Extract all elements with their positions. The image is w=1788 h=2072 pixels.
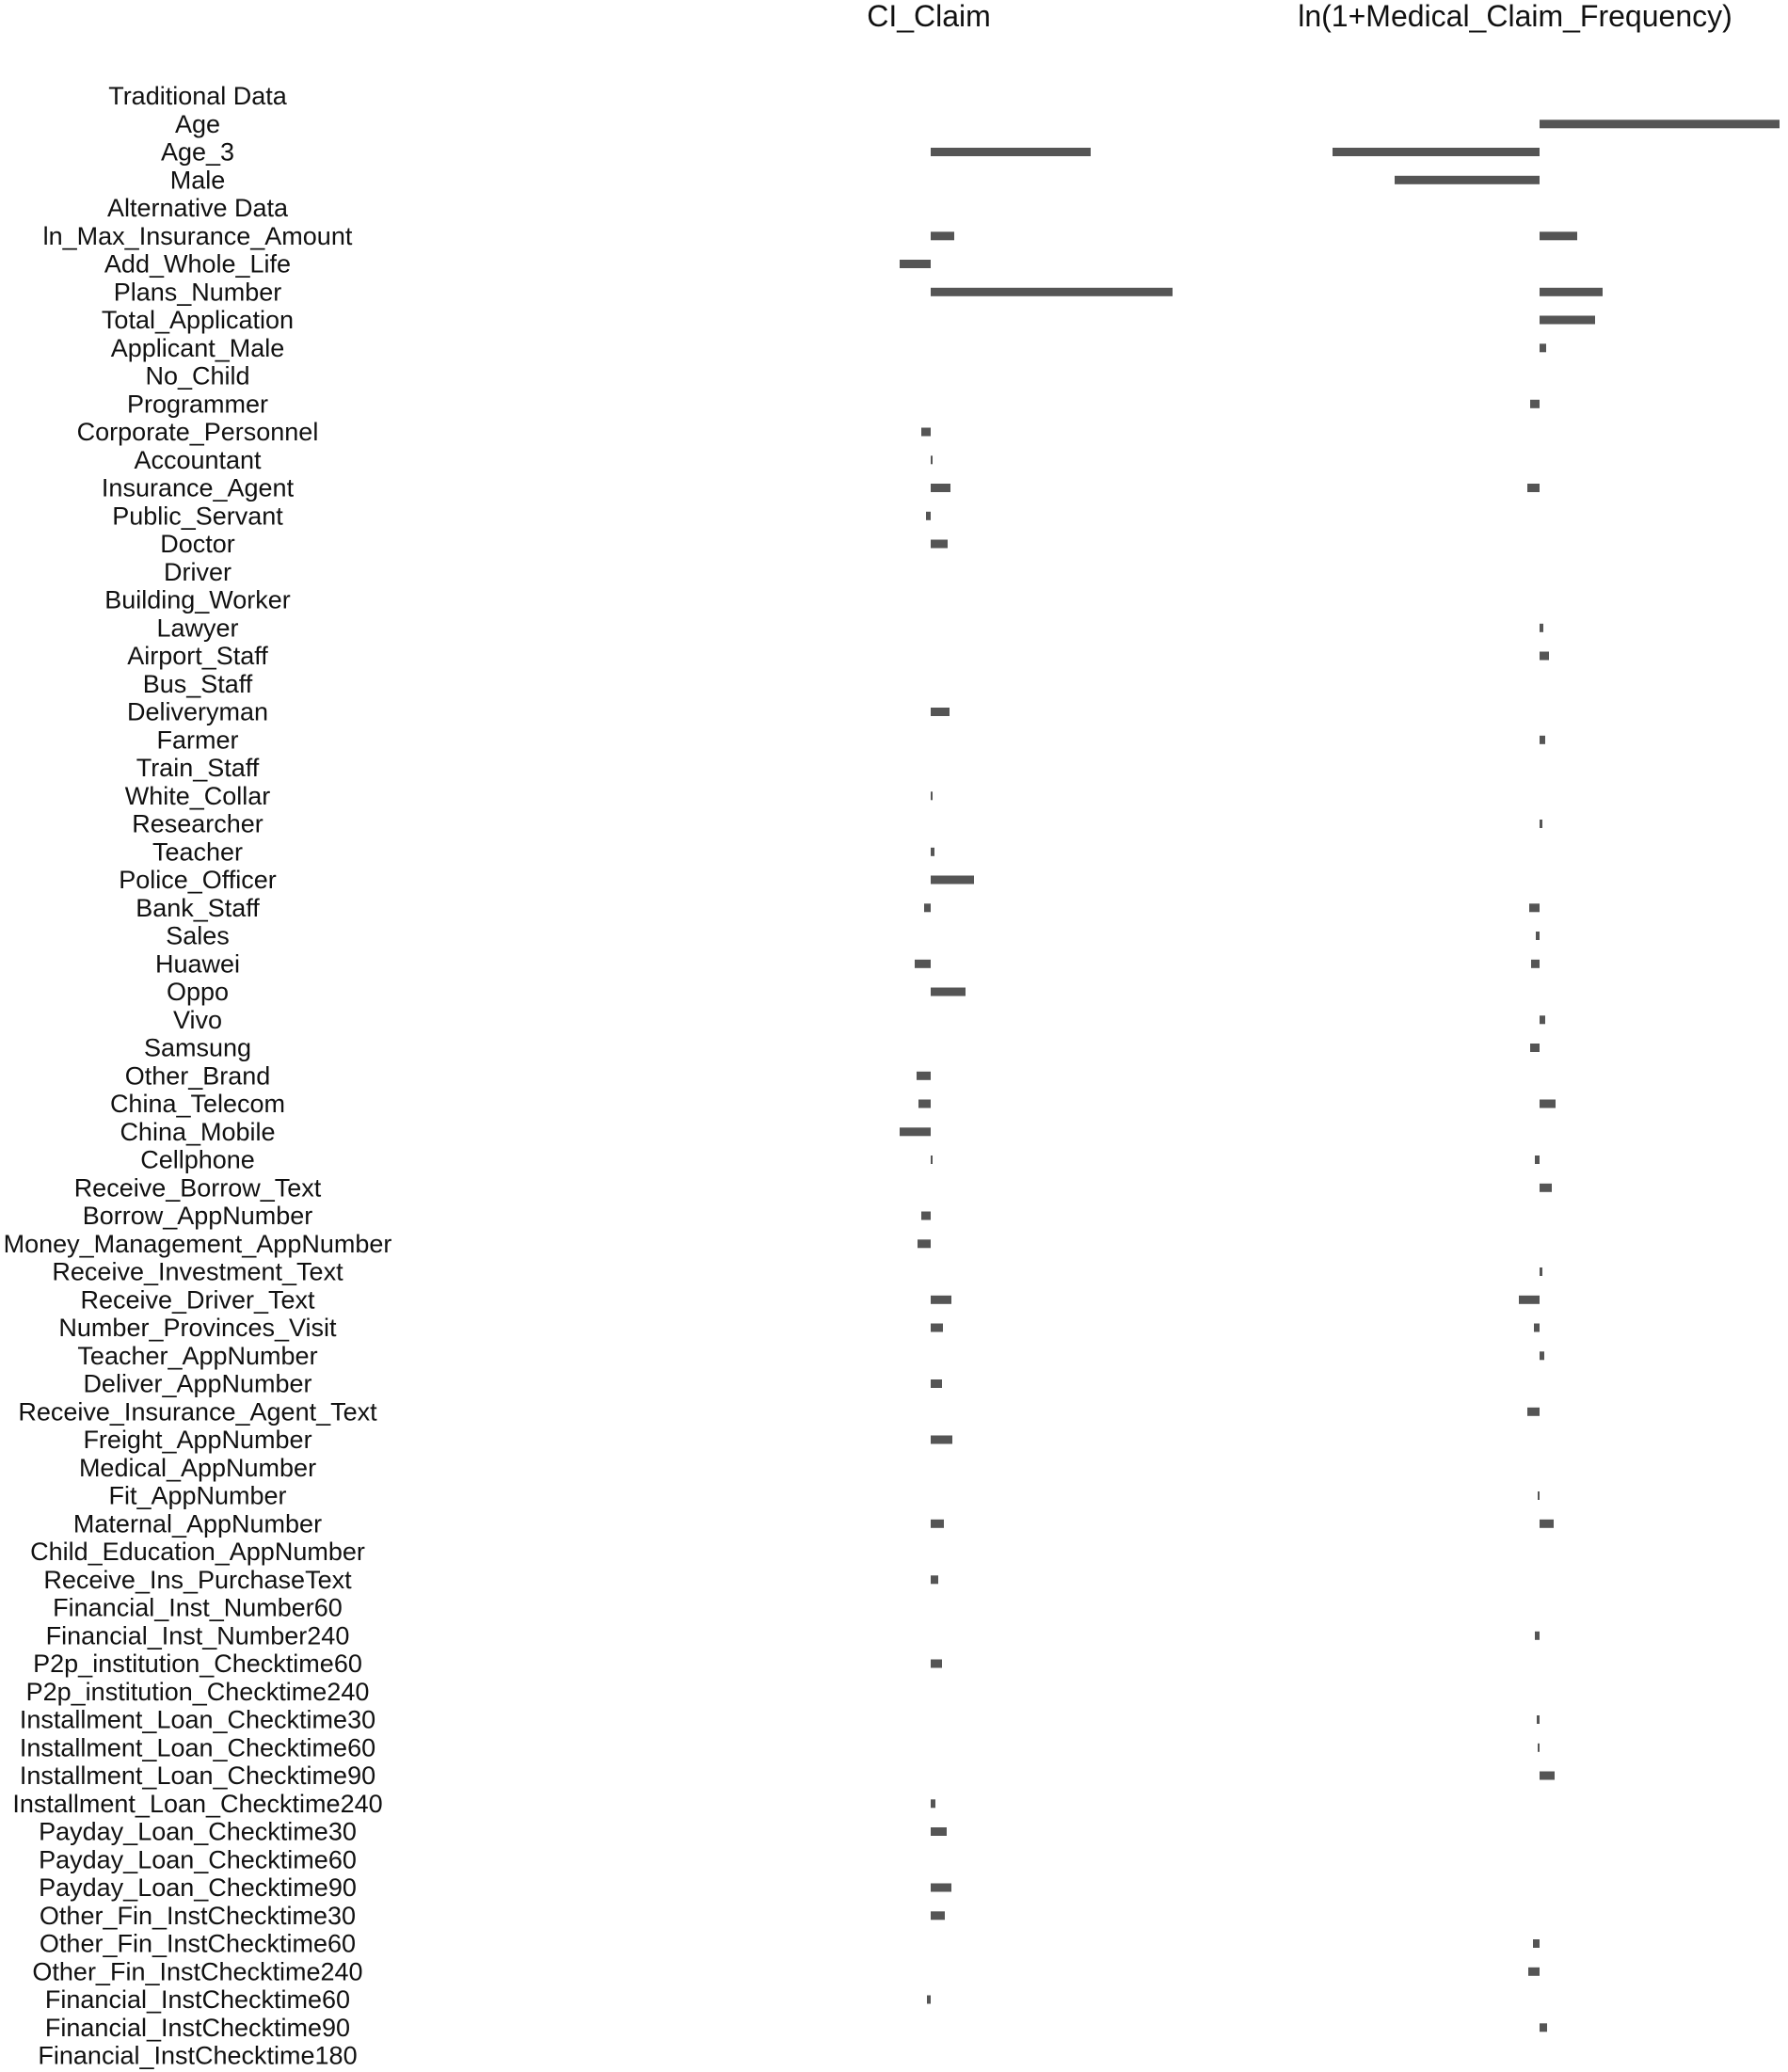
bar-ci-claim [931,791,933,800]
row-label: ln_Max_Insurance_Amount [42,221,353,250]
row-label: P2p_institution_Checktime60 [33,1650,362,1678]
row-label: Other_Brand [124,1061,271,1091]
row-label: Deliver_AppNumber [83,1369,312,1398]
row-label: China_Mobile [120,1117,276,1146]
bar-ci-claim [931,1296,951,1304]
bar-medical-claim-frequency [1540,1100,1556,1108]
bar-ci-claim [917,1072,931,1080]
row-label: Bus_Staff [142,669,253,698]
row-label: Receive_Insurance_Agent_Text [18,1397,377,1426]
row-label: Financial_InstChecktime60 [44,1985,351,2014]
bar-ci-claim [931,148,1091,156]
row-label: Oppo [166,978,230,1006]
row-label: Financial_Inst_Number240 [45,1621,350,1650]
bar-ci-claim [900,260,931,268]
row-label: Receive_Driver_Text [80,1285,315,1315]
row-label: Farmer [156,725,239,755]
bar-ci-claim [931,288,1173,296]
row-label: Vivo [172,1005,223,1034]
bar-medical-claim-frequency [1540,1772,1555,1780]
row-label: Male [169,166,226,195]
bar-ci-claim [931,1575,938,1584]
bar-ci-claim [918,1100,931,1108]
bar-ci-claim [918,1239,931,1248]
bar-medical-claim-frequency [1540,736,1545,744]
bar-medical-claim-frequency [1540,624,1543,632]
row-label: Add_Whole_Life [104,249,292,279]
row-label: Age [174,109,221,138]
bar-medical-claim-frequency [1540,820,1542,828]
bars [900,120,1780,2032]
row-label: Receive_Ins_PurchaseText [43,1565,352,1594]
bar-medical-claim-frequency [1538,1491,1540,1500]
row-label: Installment_Loan_Checktime240 [12,1789,383,1818]
bar-ci-claim [921,1212,931,1220]
bar-ci-claim [921,428,931,437]
bar-medical-claim-frequency [1529,903,1540,912]
row-label: Deliveryman [126,697,269,726]
bar-ci-claim [931,1911,945,1920]
row-label: Accountant [134,445,262,474]
row-label: No_Child [145,361,250,390]
row-label: Fit_AppNumber [108,1481,287,1510]
row-label: Traditional Data [108,82,287,110]
bar-ci-claim [931,876,974,885]
bar-medical-claim-frequency [1533,1939,1540,1948]
panel-title-medical-claim-frequency: ln(1+Medical_Claim_Frequency) [1298,0,1732,33]
bar-ci-claim [931,1660,942,1668]
bar-ci-claim [931,231,954,240]
bar-medical-claim-frequency [1530,400,1540,408]
bar-medical-claim-frequency [1540,1184,1552,1192]
bar-ci-claim [931,1799,935,1808]
bar-ci-claim [926,512,931,520]
bar-medical-claim-frequency [1540,2023,1547,2032]
panel-title-ci-claim: CI_Claim [867,0,991,33]
bar-ci-claim [931,1520,944,1528]
bar-medical-claim-frequency [1333,148,1540,156]
row-label: Lawyer [156,614,239,643]
row-label: Financial_InstChecktime180 [38,2041,358,2070]
row-label: Payday_Loan_Checktime90 [39,1873,357,1902]
row-label: P2p_institution_Checktime240 [25,1677,370,1706]
row-label: Other_Fin_InstChecktime240 [32,1957,363,1986]
row-label: Teacher [152,837,244,867]
bar-medical-claim-frequency [1540,652,1549,661]
bar-medical-claim-frequency [1540,1015,1545,1024]
bar-medical-claim-frequency [1540,1267,1542,1276]
bar-medical-claim-frequency [1527,484,1540,492]
row-label: Financial_Inst_Number60 [53,1593,343,1622]
row-label: Public_Servant [112,502,283,531]
row-label: Insurance_Agent [101,473,295,502]
row-label: Airport_Staff [127,642,268,670]
row-label: Huawei [154,949,241,979]
bar-medical-claim-frequency [1527,1408,1540,1416]
row-label: Bank_Staff [136,893,260,922]
bar-ci-claim [924,903,931,912]
row-label: Age_3 [160,137,235,167]
bar-medical-claim-frequency [1540,343,1546,352]
row-label: Financial_InstChecktime90 [44,2013,351,2042]
bar-medical-claim-frequency [1540,316,1595,325]
bar-ci-claim [931,1324,943,1332]
bar-medical-claim-frequency [1540,120,1780,128]
row-label: Installment_Loan_Checktime30 [19,1705,376,1734]
row-label: Programmer [126,390,269,419]
bar-ci-claim [931,1379,942,1388]
row-label: Researcher [132,809,263,838]
row-label: Teacher_AppNumber [77,1341,318,1370]
row-label: Samsung [143,1033,252,1062]
bar-medical-claim-frequency [1540,288,1603,296]
row-label: Driver [164,557,231,586]
row-label: Number_Provinces_Visit [58,1314,337,1342]
bar-medical-claim-frequency [1535,1156,1540,1164]
row-label: Payday_Loan_Checktime60 [39,1845,357,1874]
bar-ci-claim [915,960,931,968]
row-label: Medical_AppNumber [78,1453,317,1482]
bar-medical-claim-frequency [1537,1715,1540,1724]
bar-ci-claim [931,708,950,716]
bar-medical-claim-frequency [1528,1968,1540,1976]
bar-ci-claim [931,1827,947,1836]
bar-ci-claim [927,1996,931,2004]
row-label: Police_Officer [119,866,277,894]
row-label: Plans_Number [113,278,282,307]
bar-medical-claim-frequency [1395,176,1540,184]
bar-ci-claim [931,1436,952,1444]
row-label: Money_Management_AppNumber [3,1229,392,1258]
row-label: Corporate_Personnel [76,418,319,446]
row-label: Installment_Loan_Checktime60 [19,1733,376,1762]
bar-medical-claim-frequency [1535,1632,1540,1640]
bar-ci-claim [931,1156,933,1164]
row-label: Train_Staff [136,754,260,782]
row-label: Sales [166,921,230,950]
row-label: Maternal_AppNumber [72,1509,323,1538]
bar-medical-claim-frequency [1534,1324,1540,1332]
row-label: Freight_AppNumber [83,1426,312,1454]
bar-ci-claim [931,455,933,464]
bar-medical-claim-frequency [1540,1520,1554,1528]
bar-medical-claim-frequency [1530,1044,1540,1052]
row-label: Applicant_Male [110,333,285,362]
row-label: Receive_Investment_Text [52,1257,343,1286]
bar-ci-claim [931,484,950,492]
row-label: Borrow_AppNumber [82,1202,313,1230]
row-label: Total_Application [101,306,295,334]
row-label: Doctor [160,530,235,558]
row-label: Building_Worker [104,585,291,614]
bar-ci-claim [931,848,934,856]
bar-ci-claim [931,988,966,996]
row-label: Alternative Data [106,194,289,222]
row-label: Other_Fin_InstChecktime60 [39,1929,357,1958]
bar-ci-claim [931,540,948,549]
bar-medical-claim-frequency [1540,231,1577,240]
row-label: China_Telecom [109,1090,286,1118]
bar-medical-claim-frequency [1540,1351,1544,1360]
row-label: Cellphone [140,1145,255,1174]
row-label: Payday_Loan_Checktime30 [39,1817,357,1846]
bar-medical-claim-frequency [1538,1744,1540,1752]
bar-medical-claim-frequency [1536,932,1540,940]
row-label: White_Collar [124,781,271,810]
row-label: Receive_Borrow_Text [73,1173,322,1203]
bar-ci-claim [931,1884,951,1892]
bar-ci-claim [900,1127,931,1136]
row-label: Child_Education_AppNumber [30,1538,365,1566]
bar-medical-claim-frequency [1519,1296,1540,1304]
bar-medical-claim-frequency [1531,960,1540,968]
row-label: Installment_Loan_Checktime90 [19,1761,376,1790]
row-labels [4,82,392,2070]
row-label: Other_Fin_InstChecktime30 [39,1901,357,1930]
